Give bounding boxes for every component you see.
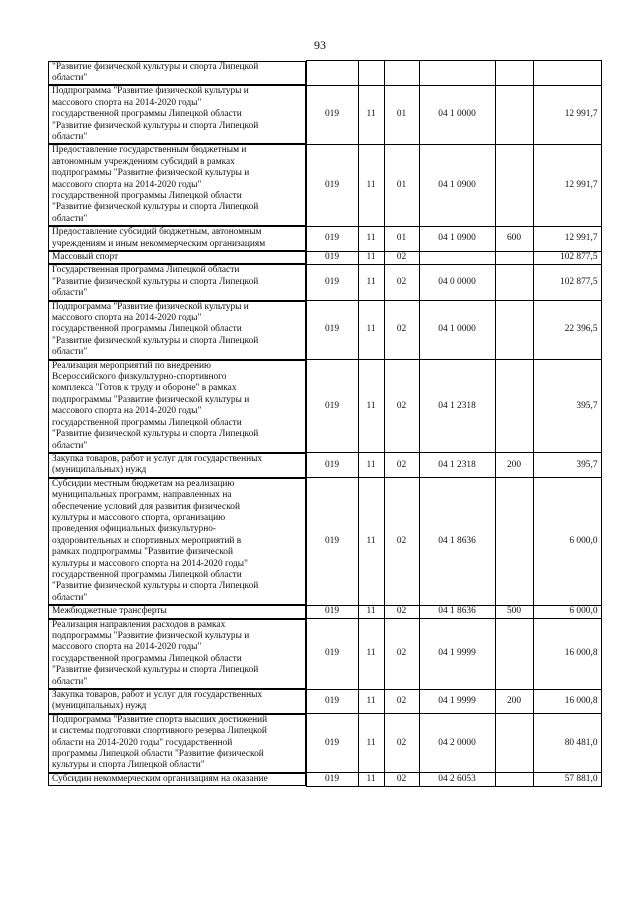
row-name: Предоставление государственным бюджетным и автономным учреждениям субсидий в рамках подпрограммы "Развитие физической культуры и массового спорта на 2014-2020 годы" государственной программы Липецкой области "Развитие физической культуры и спорта Липецкой области" [48,144,306,226]
cell-expense-type: 200 [495,689,533,714]
cell-amount: 6 000,0 [533,478,601,605]
cell-target-article: 04 1 9999 [419,619,495,689]
cell-expense-type: 600 [495,226,533,251]
cell-section-code: 11 [358,226,384,251]
cell-department-code: 019 [306,689,358,714]
cell-target-article: 04 1 2318 [419,360,495,453]
table-row [48,251,601,264]
cell-section-code: 11 [358,144,384,226]
cell-department-code [306,61,358,86]
cell-department-code: 019 [306,144,358,226]
cell-amount: 12 991,7 [533,226,601,251]
cell-subsection-code [384,61,419,86]
cell-section-code: 11 [358,251,384,264]
row-name: Закупка товаров, работ и услуг для государственных (муниципальных) нужд [48,453,306,478]
table-row [48,619,601,689]
table-row [48,85,601,144]
table-row [48,714,601,773]
cell-subsection-code: 02 [384,714,419,773]
cell-section-code: 11 [358,689,384,714]
cell-target-article [419,251,495,264]
cell-section-code: 11 [358,264,384,300]
cell-department-code: 019 [306,605,358,618]
row-name: "Развитие физической культуры и спорта Липецкой области" [48,61,306,86]
cell-section-code [358,61,384,86]
cell-expense-type [495,61,533,86]
cell-subsection-code: 01 [384,226,419,251]
row-name: Межбюджетные трансферты [48,605,306,618]
cell-target-article: 04 1 0000 [419,85,495,144]
budget-table [48,60,602,787]
cell-department-code: 019 [306,85,358,144]
cell-amount: 102 877,5 [533,264,601,300]
cell-expense-type [495,301,533,360]
cell-subsection-code: 02 [384,453,419,478]
cell-amount: 12 991,7 [533,144,601,226]
row-name: Реализация мероприятий по внедрению Всероссийского физкультурно-спортивного комплекса "Готов к труду и обороне" в рамках подпрограммы "Развитие физической культуры и массового спорта на 2014-2020 годы" государственной программы Липецкой области "Развитие физической культуры и спорта Липецкой области" [48,360,306,453]
row-name: Предоставление субсидий бюджетным, автономным учреждениям и иным некоммерческим организациям [48,226,306,251]
row-name: Массовый спорт [48,251,306,264]
cell-target-article: 04 1 0000 [419,301,495,360]
row-name: Реализация направления расходов в рамках подпрограммы "Развитие физической культуры и массового спорта на 2014-2020 годы" государственной программы Липецкой области "Развитие физической культуры и спорта Липецкой области" [48,619,306,689]
cell-expense-type [495,619,533,689]
cell-expense-type [495,144,533,226]
cell-subsection-code: 01 [384,144,419,226]
cell-section-code: 11 [358,85,384,144]
cell-amount: 12 991,7 [533,85,601,144]
cell-subsection-code: 02 [384,360,419,453]
cell-subsection-code: 02 [384,251,419,264]
table-row [48,605,601,618]
row-name: Государственная программа Липецкой области "Развитие физической культуры и спорта Липецкой области" [48,264,306,300]
cell-expense-type [495,251,533,264]
cell-expense-type [495,714,533,773]
page-number: 93 [314,38,326,52]
cell-amount: 16 000,8 [533,619,601,689]
table-row [48,144,601,226]
cell-amount: 102 877,5 [533,251,601,264]
cell-subsection-code: 01 [384,85,419,144]
cell-section-code: 11 [358,301,384,360]
cell-department-code: 019 [306,478,358,605]
cell-amount: 395,7 [533,453,601,478]
cell-section-code: 11 [358,478,384,605]
cell-expense-type [495,478,533,605]
row-name: Субсидии местным бюджетам на реализацию муниципальных программ, направленных на обеспечение условий для развития физической культуры и массового спорта, организацию проведения официальных физкультурно- оздоровительных и спортивных мероприятий в рамках подпрограммы "Развитие физической культуры и массового спорта на 2014-2020 годы" государственной программы Липецкой области "Развитие физической культуры и спорта Липецкой области" [48,478,306,605]
cell-amount: 22 396,5 [533,301,601,360]
cell-expense-type [495,360,533,453]
cell-expense-type [495,773,533,786]
cell-target-article [419,61,495,86]
cell-department-code: 019 [306,773,358,786]
cell-expense-type [495,264,533,300]
cell-subsection-code: 02 [384,301,419,360]
table-row [48,360,601,453]
cell-section-code: 11 [358,453,384,478]
cell-subsection-code: 02 [384,264,419,300]
cell-expense-type [495,85,533,144]
cell-target-article: 04 1 8636 [419,605,495,618]
cell-subsection-code: 02 [384,605,419,618]
cell-subsection-code: 02 [384,773,419,786]
cell-amount: 80 481,0 [533,714,601,773]
cell-target-article: 04 1 9999 [419,689,495,714]
table-row [48,478,601,605]
cell-section-code: 11 [358,360,384,453]
table-row [48,61,601,86]
cell-amount: 57 881,0 [533,773,601,786]
cell-amount [533,61,601,86]
cell-target-article: 04 1 8636 [419,478,495,605]
cell-section-code: 11 [358,773,384,786]
cell-department-code: 019 [306,226,358,251]
row-name: Субсидии некоммерческим организациям на оказание [48,773,306,786]
row-name: Подпрограмма "Развитие физической культуры и массового спорта на 2014-2020 годы" государственной программы Липецкой области "Развитие физической культуры и спорта Липецкой области" [48,301,306,360]
cell-department-code: 019 [306,264,358,300]
cell-section-code: 11 [358,619,384,689]
cell-expense-type: 500 [495,605,533,618]
cell-subsection-code: 02 [384,478,419,605]
table-row [48,773,601,786]
cell-department-code: 019 [306,251,358,264]
cell-target-article: 04 0 0000 [419,264,495,300]
cell-department-code: 019 [306,453,358,478]
table-row [48,453,601,478]
table-row [48,301,601,360]
row-name: Закупка товаров, работ и услуг для государственных (муниципальных) нужд [48,689,306,714]
cell-section-code: 11 [358,714,384,773]
cell-target-article: 04 2 6053 [419,773,495,786]
cell-amount: 16 000,8 [533,689,601,714]
row-name: Подпрограмма "Развитие физической культуры и массового спорта на 2014-2020 годы" государственной программы Липецкой области "Развитие физической культуры и спорта Липецкой области" [48,85,306,144]
cell-section-code: 11 [358,605,384,618]
table-row [48,264,601,300]
cell-subsection-code: 02 [384,619,419,689]
row-name: Подпрограмма "Развитие спорта высших достижений и системы подготовки спортивного резерва Липецкой области на 2014-2020 годы" государственной программы Липецкой области "Развитие физической культуры и спорта Липецкой области" [48,714,306,773]
cell-department-code: 019 [306,714,358,773]
table-row [48,226,601,251]
cell-amount: 6 000,0 [533,605,601,618]
cell-department-code: 019 [306,360,358,453]
cell-target-article: 04 1 0900 [419,144,495,226]
cell-subsection-code: 02 [384,689,419,714]
cell-department-code: 019 [306,301,358,360]
cell-target-article: 04 1 2318 [419,453,495,478]
cell-department-code: 019 [306,619,358,689]
cell-amount: 395,7 [533,360,601,453]
cell-target-article: 04 1 0900 [419,226,495,251]
cell-expense-type: 200 [495,453,533,478]
table-row [48,689,601,714]
cell-target-article: 04 2 0000 [419,714,495,773]
